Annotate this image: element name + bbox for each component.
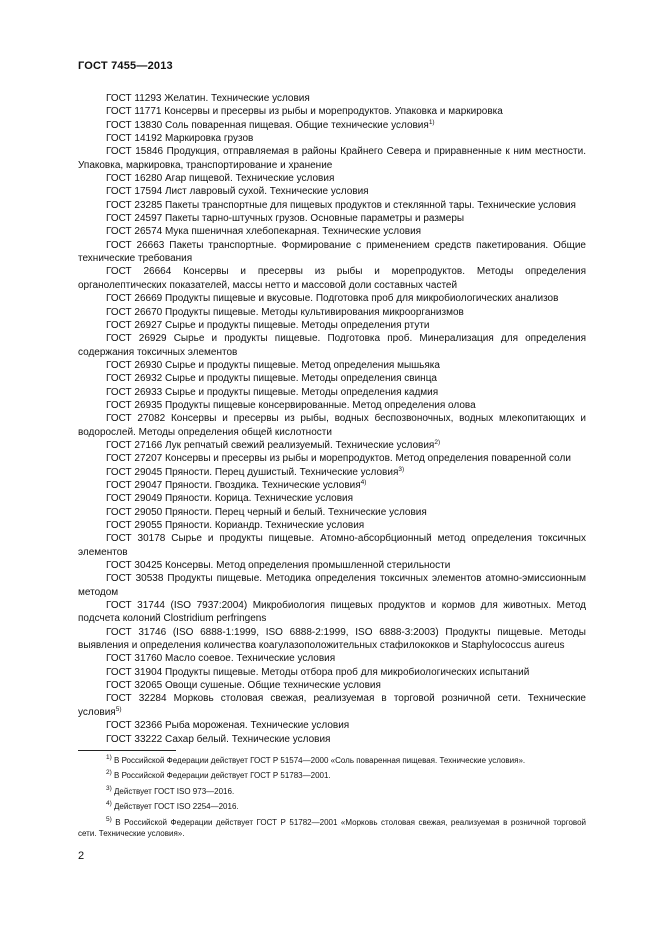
reference-item [78,306,586,319]
reference-text: ГОСТ 31744 (ISO 7937:2004) Микробиология пищевых продуктов и кормов для животных. Метод подсчета колоний Clostridium perfringens [78,600,586,625]
reference-item [78,439,586,452]
reference-text: ГОСТ 26664 Консервы и пресервы из рыбы и морепродуктов. Методы определения органолептических показателей, массы нетто и массовой доли составных частей [78,266,586,291]
reference-text: ГОСТ 31760 Масло соевое. Технические условия [106,653,336,665]
reference-text: ГОСТ 11771 Консервы и пресервы из рыбы и морепродуктов. Упаковка и маркировка [106,106,503,118]
reference-item [78,492,586,505]
reference-text: ГОСТ 26927 Сырье и продукты пищевые. Методы определения ртути [106,319,430,331]
reference-item [78,132,586,145]
reference-text: ГОСТ 26669 Продукты пищевые и вкусовые. Подготовка проб для микробиологических анализов [106,293,559,305]
reference-item [78,145,586,172]
footnote-mark: 1) [106,754,112,761]
reference-text: ГОСТ 29047 Пряности. Гвоздика. Технические условия [106,479,361,491]
reference-text: ГОСТ 32065 Овощи сушеные. Общие технические условия [106,680,381,692]
reference-text: ГОСТ 27166 Лук репчатый свежий реализуемый. Технические условия [106,439,435,451]
reference-item [78,265,586,292]
footnote-ref: 1) [428,118,435,126]
reference-item [78,105,586,118]
reference-item [78,692,586,719]
reference-text: ГОСТ 27207 Консервы и пресервы из рыбы и морепродуктов. Метод определения поваренной соли [106,453,571,465]
reference-text: ГОСТ 11293 Желатин. Технические условия [106,93,310,104]
reference-text: ГОСТ 26574 Мука пшеничная хлебопекарная. Технические условия [106,226,422,238]
reference-item [78,479,586,492]
footnote-mark: 5) [106,815,112,823]
reference-item [78,172,586,185]
reference-item [78,532,586,559]
reference-text: ГОСТ 31904 Продукты пищевые. Методы отбора проб для микробиологических испытаний [106,666,530,678]
reference-text: ГОСТ 26663 Пакеты транспортные. Формирование с применением средств пакетирования. Общие технические требования [78,239,586,265]
reference-item [78,466,586,479]
footnote-text: Действует ГОСТ ISO 973—2016. [114,786,235,796]
reference-item [78,292,586,305]
footnote-ref: 2) [434,438,441,446]
reference-text: ГОСТ 15846 Продукция, отправляемая в районы Крайнего Севера и приравненные к ним местности. Упаковка, маркировка, транспортирование и хранение [78,146,586,171]
reference-text: ГОСТ 30538 Продукты пищевые. Методика определения токсичных элементов атомно-эмиссионным методом [78,573,586,598]
footnote-ref: 4) [360,478,367,486]
reference-text: ГОСТ 23285 Пакеты транспортные для пищевых продуктов и стеклянной тары. Технические условия [106,199,576,211]
reference-item [78,239,586,266]
reference-item [78,359,586,372]
reference-text: ГОСТ 29055 Пряности. Кориандр. Технические условия [106,520,365,531]
reference-item [78,666,586,679]
reference-text: ГОСТ 26932 Сырье и продукты пищевые. Методы определения свинца [106,373,437,385]
reference-text: ГОСТ 14192 Маркировка грузов [106,133,254,145]
reference-text: ГОСТ 29050 Пряности. Перец черный и белый. Технические условия [106,506,427,518]
reference-item [78,386,586,399]
reference-item [78,372,586,385]
reference-item [78,599,586,626]
footnote-mark: 3) [106,784,112,792]
reference-text: ГОСТ 26929 Сырье и продукты пищевые. Подготовка проб. Минерализация для определения содержания токсичных элементов [78,333,586,358]
reference-text: ГОСТ 26930 Сырье и продукты пищевые. Метод определения мышьяка [106,359,440,371]
footnote-item [78,786,586,797]
reference-text: ГОСТ 13830 Соль поваренная пищевая. Общие технические условия [106,119,429,131]
reference-item [78,212,586,225]
reference-text: ГОСТ 32366 Рыба мороженая. Технические условия [106,720,350,732]
reference-text: ГОСТ 16280 Агар пищевой. Технические условия [106,173,335,185]
footnotes [78,755,586,843]
reference-item [78,679,586,692]
footnote-ref: 5) [115,705,122,713]
reference-item [78,719,586,732]
reference-item [78,319,586,332]
reference-text: ГОСТ 30425 Консервы. Метод определения промышленной стерильности [106,560,451,572]
footnote-item [78,770,586,781]
reference-item [78,733,586,746]
footnote-separator [78,750,176,751]
reference-item [78,185,586,198]
reference-item [78,506,586,519]
reference-text: ГОСТ 32284 Морковь столовая свежая, реализуемая в торговой розничной сети. Технические условия [78,693,586,718]
reference-item [78,519,586,532]
reference-item [78,412,586,439]
reference-item [78,652,586,665]
footnote-item [78,817,586,839]
reference-item [78,119,586,132]
reference-text: ГОСТ 26670 Продукты пищевые. Методы культивирования микроорганизмов [106,306,464,318]
reference-text: ГОСТ 24597 Пакеты тарно-штучных грузов. Основные параметры и размеры [106,213,465,225]
reference-text: ГОСТ 29049 Пряности. Корица. Технические условия [106,493,354,505]
reference-text: ГОСТ 31746 (ISO 6888-1:1999, ISO 6888-2:1999, ISO 6888-3:2003) Продукты пищевые. Методы выявления и определения количества коагулазоположительных стафилококков и Staphylococcus aureus [78,626,586,652]
footnote-text: В Российской Федерации действует ГОСТ Р 51574—2000 «Соль поваренная пищевая. Технические условия». [114,756,526,765]
reference-text: ГОСТ 26933 Сырье и продукты пищевые. Методы определения кадмия [106,386,439,398]
document-header: ГОСТ 7455—2013 [78,60,173,72]
footnote-text: Действует ГОСТ ISO 2254—2016. [114,802,239,812]
reference-item [78,626,586,653]
reference-item [78,452,586,465]
reference-item [78,572,586,599]
page-number: 2 [78,850,85,862]
reference-item [78,559,586,572]
reference-text: ГОСТ 17594 Лист лавровый сухой. Технические условия [106,186,369,198]
footnote-mark: 4) [106,800,112,808]
reference-item [78,199,586,212]
footnote-ref: 3) [398,465,405,473]
footnote-text: В Российской Федерации действует ГОСТ Р 51782—2001 «Морковь столовая свежая, реализуемая в розничной торговой сети. Технические условия». [78,817,586,838]
footnote-mark: 2) [106,769,112,777]
reference-item [78,332,586,359]
footnote-item [78,755,586,766]
normative-references-list [78,92,586,746]
reference-text: ГОСТ 29045 Пряности. Перец душистый. Технические условия [106,466,399,478]
reference-text: ГОСТ 30178 Сырье и продукты пищевые. Атомно-абсорбционный метод определения токсичных элементов [78,533,586,558]
reference-item [78,399,586,412]
reference-text: ГОСТ 26935 Продукты пищевые консервированные. Метод определения олова [106,399,476,411]
reference-item [78,225,586,238]
reference-text: ГОСТ 27082 Консервы и пресервы из рыбы, водных беспозвоночных, водных млекопитающих и водорослей. Методы определения общей кислотности [78,413,586,438]
footnote-text: В Российской Федерации действует ГОСТ Р 51783—2001. [114,771,331,781]
reference-item [78,92,586,105]
reference-text: ГОСТ 33222 Сахар белый. Технические условия [106,733,331,745]
footnote-item [78,801,586,812]
